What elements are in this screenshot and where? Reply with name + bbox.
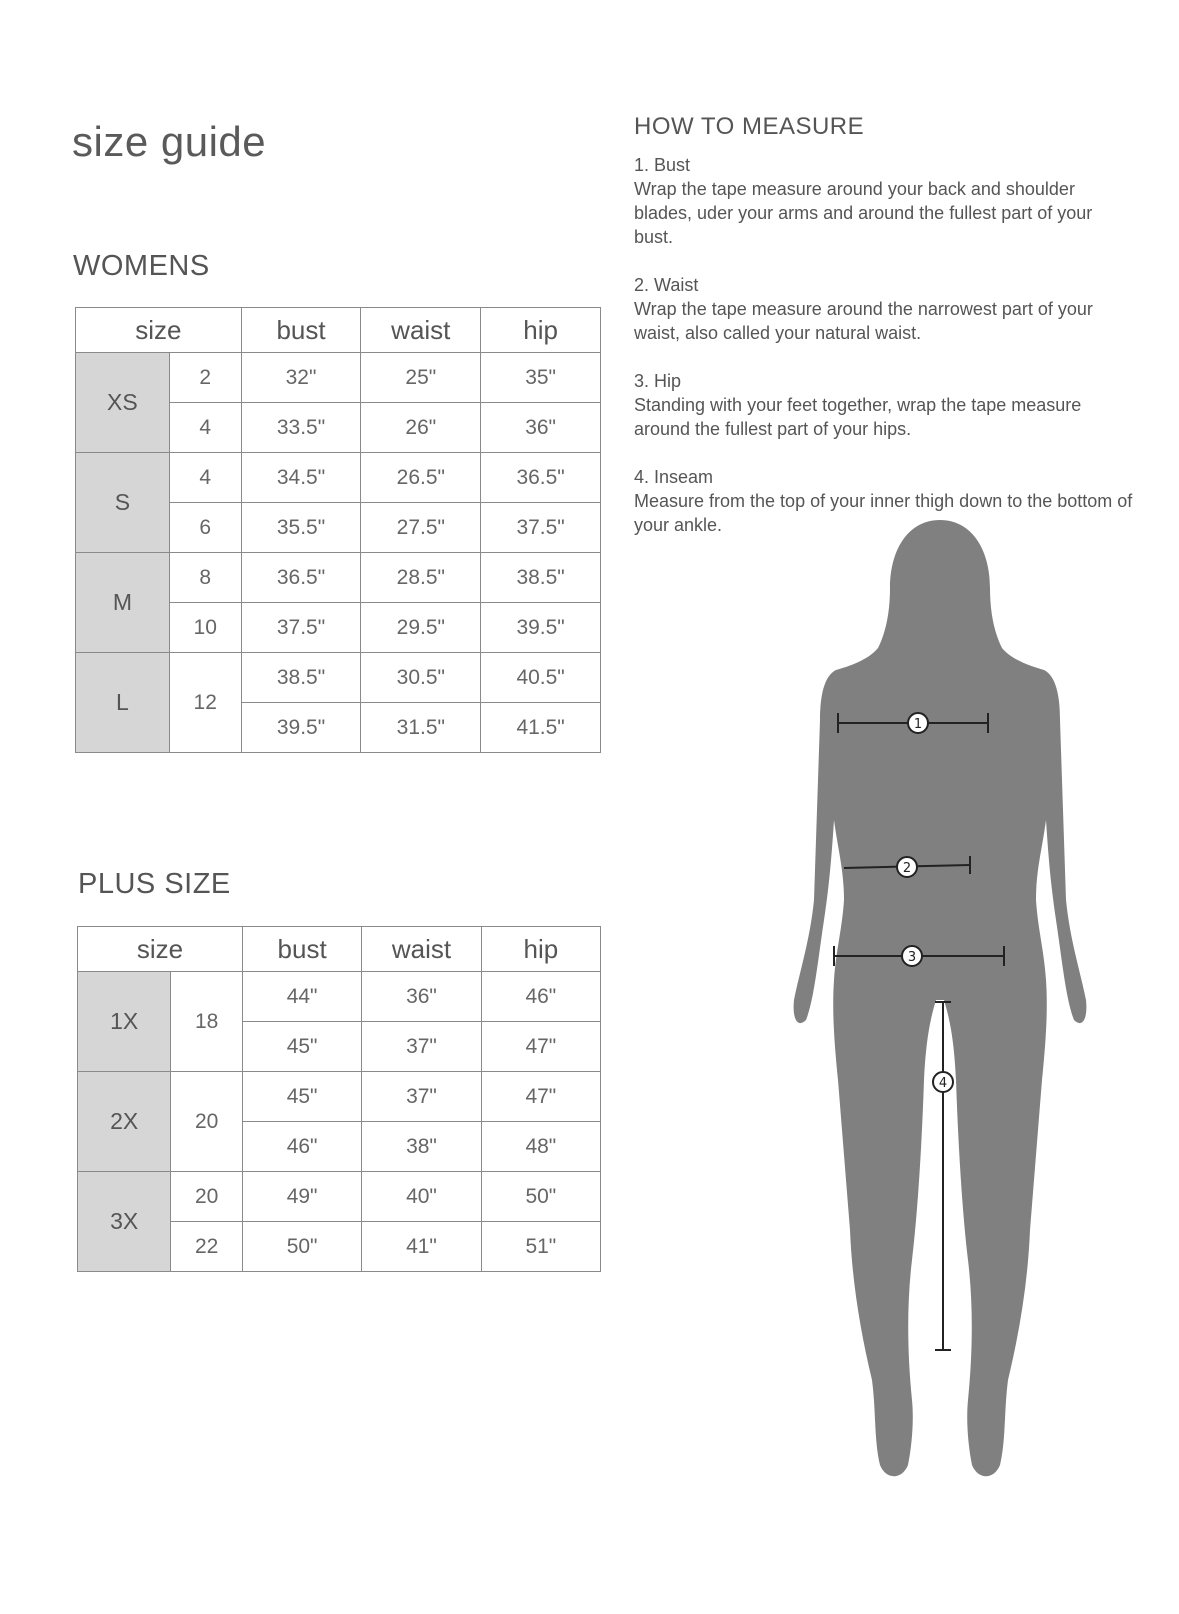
bust-value: 35.5" bbox=[241, 503, 361, 553]
measure-step-bust bbox=[634, 153, 1134, 249]
hip-value: 35" bbox=[481, 353, 601, 403]
hip-value: 51" bbox=[481, 1222, 600, 1272]
hip-value: 38.5" bbox=[481, 553, 601, 603]
table-row bbox=[78, 972, 601, 1022]
size-number: 4 bbox=[169, 453, 241, 503]
size-number: 12 bbox=[169, 653, 241, 753]
hip-header: hip bbox=[481, 308, 601, 353]
step-title: 3. Hip bbox=[634, 371, 682, 391]
size-number: 20 bbox=[171, 1172, 243, 1222]
waist-value: 28.5" bbox=[361, 553, 481, 603]
hip-value: 37.5" bbox=[481, 503, 601, 553]
size-group-l: L bbox=[76, 653, 170, 753]
waist-value: 40" bbox=[362, 1172, 481, 1222]
hip-value: 39.5" bbox=[481, 603, 601, 653]
bust-value: 36.5" bbox=[241, 553, 361, 603]
hip-value: 40.5" bbox=[481, 653, 601, 703]
plus-size-title: PLUS SIZE bbox=[78, 868, 231, 900]
step-text: Measure from the top of your inner thigh down to the bottom of your ankle. bbox=[634, 491, 1133, 535]
table-row bbox=[76, 653, 601, 703]
hip-value: 36" bbox=[481, 403, 601, 453]
bust-value: 49" bbox=[242, 1172, 361, 1222]
size-number: 20 bbox=[171, 1072, 243, 1172]
hip-value: 50" bbox=[481, 1172, 600, 1222]
size-number: 18 bbox=[171, 972, 243, 1072]
size-number: 22 bbox=[171, 1222, 243, 1272]
bust-value: 45" bbox=[242, 1022, 361, 1072]
size-number: 10 bbox=[169, 603, 241, 653]
size-header: size bbox=[78, 927, 243, 972]
table-header-row bbox=[76, 308, 601, 353]
bust-value: 50" bbox=[242, 1222, 361, 1272]
size-number: 6 bbox=[169, 503, 241, 553]
hip-value: 46" bbox=[481, 972, 600, 1022]
waist-value: 26" bbox=[361, 403, 481, 453]
size-group-2x: 2X bbox=[78, 1072, 171, 1172]
size-group-3x: 3X bbox=[78, 1172, 171, 1272]
hip-value: 47" bbox=[481, 1072, 600, 1122]
how-to-measure-heading: HOW TO MEASURE bbox=[634, 113, 865, 140]
measure-step-waist bbox=[634, 273, 1134, 345]
waist-value: 36" bbox=[362, 972, 481, 1022]
bust-header: bust bbox=[242, 927, 361, 972]
bust-value: 37.5" bbox=[241, 603, 361, 653]
hip-value: 47" bbox=[481, 1022, 600, 1072]
womens-title: WOMENS bbox=[73, 250, 210, 282]
silhouette-icon bbox=[794, 520, 1087, 1476]
marker-2: 2 bbox=[902, 861, 912, 876]
waist-value: 25" bbox=[361, 353, 481, 403]
bust-value: 39.5" bbox=[241, 703, 361, 753]
size-number: 2 bbox=[169, 353, 241, 403]
bust-value: 32" bbox=[241, 353, 361, 403]
size-number: 4 bbox=[169, 403, 241, 453]
waist-value: 27.5" bbox=[361, 503, 481, 553]
step-text: Wrap the tape measure around your back and shoulder blades, uder your arms and around the fullest part of your bust. bbox=[634, 179, 1093, 247]
step-title: 2. Waist bbox=[634, 275, 699, 295]
step-title: 1. Bust bbox=[634, 155, 691, 175]
bust-value: 45" bbox=[242, 1072, 361, 1122]
inseam-measure-line bbox=[933, 1002, 953, 1350]
step-text: Standing with your feet together, wrap the tape measure around the fullest part of your hips. bbox=[634, 395, 1082, 439]
page-title: size guide bbox=[72, 118, 267, 165]
bust-value: 38.5" bbox=[241, 653, 361, 703]
bust-header: bust bbox=[241, 308, 361, 353]
table-header-row bbox=[78, 927, 601, 972]
hip-value: 41.5" bbox=[481, 703, 601, 753]
body-silhouette-figure bbox=[790, 520, 1090, 1500]
measure-step-hip bbox=[634, 369, 1134, 441]
waist-value: 38" bbox=[362, 1122, 481, 1172]
bust-value: 33.5" bbox=[241, 403, 361, 453]
waist-value: 26.5" bbox=[361, 453, 481, 503]
size-header: size bbox=[76, 308, 242, 353]
plus-size-table bbox=[77, 926, 601, 1272]
step-title: 4. Inseam bbox=[634, 467, 714, 487]
waist-value: 29.5" bbox=[361, 603, 481, 653]
size-group-1x: 1X bbox=[78, 972, 171, 1072]
table-row bbox=[76, 553, 601, 603]
table-row bbox=[78, 1172, 601, 1222]
marker-3: 3 bbox=[907, 950, 917, 965]
bust-value: 34.5" bbox=[241, 453, 361, 503]
size-group-m: M bbox=[76, 553, 170, 653]
how-to-measure-section bbox=[634, 113, 1134, 561]
waist-header: waist bbox=[362, 927, 481, 972]
womens-size-table bbox=[75, 307, 601, 753]
waist-value: 37" bbox=[362, 1072, 481, 1122]
hip-value: 48" bbox=[481, 1122, 600, 1172]
waist-value: 37" bbox=[362, 1022, 481, 1072]
waist-value: 41" bbox=[362, 1222, 481, 1272]
waist-header: waist bbox=[361, 308, 481, 353]
table-row bbox=[78, 1072, 601, 1122]
hip-header: hip bbox=[481, 927, 600, 972]
table-row bbox=[76, 353, 601, 403]
marker-4: 4 bbox=[938, 1076, 948, 1091]
marker-1: 1 bbox=[913, 717, 923, 732]
hip-value: 36.5" bbox=[481, 453, 601, 503]
step-text: Wrap the tape measure around the narrowest part of your waist, also called your natural waist. bbox=[634, 299, 1093, 343]
size-group-xs: XS bbox=[76, 353, 170, 453]
size-number: 8 bbox=[169, 553, 241, 603]
waist-value: 30.5" bbox=[361, 653, 481, 703]
waist-value: 31.5" bbox=[361, 703, 481, 753]
bust-value: 46" bbox=[242, 1122, 361, 1172]
bust-value: 44" bbox=[242, 972, 361, 1022]
size-group-s: S bbox=[76, 453, 170, 553]
table-row bbox=[76, 453, 601, 503]
